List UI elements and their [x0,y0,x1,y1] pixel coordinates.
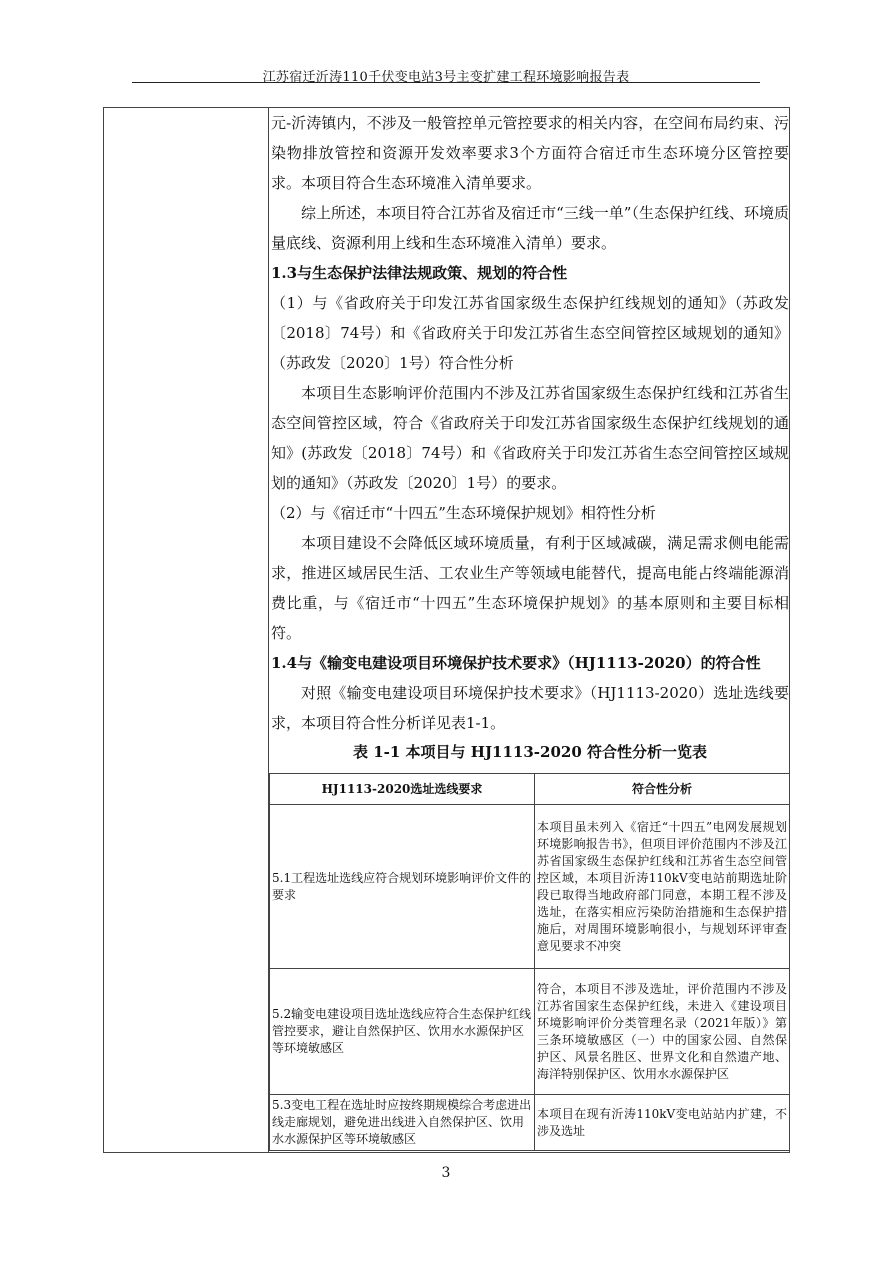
table-cell-requirement: 5.2输变电建设项目选址选线应符合生态保护红线管控要求，避让自然保护区、饮用水水源保护区等环境敏感区 [270,969,535,1095]
table-cell-requirement: 5.1工程选址选线应符合规划环境影响评价文件的要求 [270,805,535,969]
table-header-requirement: HJ1113-2020选址选线要求 [270,774,535,805]
table-cell-analysis: 本项目虽未列入《宿迁“十四五”电网发展规划环境影响报告书》，但项目评价范围内不涉及江苏省国家级生态保护红线和江苏省生态空间管控区域，本项目沂涛110kV变电站前期选址阶段已取得当地政府部门同意，本期工程不涉及选址，在落实相应污染防治措施和生态保护措施后，对周围环境影响很小，与规划环评审查意见要求不冲突 [535,805,790,969]
header-rule [132,82,760,83]
main-content [271,108,789,766]
table-header-row [270,774,790,805]
paragraph-3: （1）与《省政府关于印发江苏省国家级生态保护红线规划的通知》（苏政发〔2018〕74号）和《省政府关于印发江苏省生态空间管控区域规划的通知》（苏政发〔2020〕1号）符合性分析 [271,294,789,372]
paragraph-4: 本项目生态影响评价范围内不涉及江苏省国家级生态保护红线和江苏省生态空间管控区域，符合《省政府关于印发江苏省国家级生态保护红线规划的通知》(苏政发〔2018〕74号）和《省政府关于印发江苏省生态空间管控区域规划的通知》（苏政发〔2020〕1号）的要求。 [271,384,789,492]
page-number: 3 [441,1165,451,1181]
table-row [270,1095,790,1151]
table-caption: 表 1-1 本项目与 HJ1113-2020 符合性分析一览表 [353,743,707,761]
table-row [270,969,790,1095]
paragraph-6: 本项目建设不会降低区域环境质量，有利于区域减碳，满足需求侧电能需求，推进区域居民生活、工农业生产等领域电能替代，提高电能占终端能源消费比重，与《宿迁市“十四五”生态环境保护规划》的基本原则和主要目标相符。 [271,534,789,642]
table-cell-requirement: 5.3变电工程在选址时应按终期规模综合考虑进出线走廊规划，避免进出线进入自然保护区、饮用水水源保护区等环境敏感区 [270,1095,535,1151]
section-heading-1-4: 1.4与《输变电建设项目环境保护技术要求》（HJ1113-2020）的符合性 [271,654,761,672]
compliance-table [269,773,790,1151]
table-cell-analysis: 符合，本项目不涉及选址，评价范围内不涉及江苏省国家生态保护红线，未进入《建设项目环境影响评价分类管理名录（2021年版）》第三条环境敏感区（一）中的国家公园、自然保护区、风景名胜区、世界文化和自然遗产地、海洋特别保护区、饮用水水源保护区 [535,969,790,1095]
paragraph-1: 元-沂涛镇内，不涉及一般管控单元管控要求的相关内容，在空间布局约束、污染物排放管控和资源开发效率要求3个方面符合宿迁市生态环境分区管控要求。本项目符合生态环境准入清单要求。 [271,114,789,192]
paragraph-5: （2）与《宿迁市“十四五”生态环境保护规划》相符性分析 [271,504,656,522]
paragraph-2: 综上所述，本项目符合江苏省及宿迁市“三线一单”（生态保护红线、环境质量底线、资源利用上线和生态环境准入清单）要求。 [271,204,789,252]
table-row [270,805,790,969]
page-header-title: 江苏宿迁沂涛110千伏变电站3号主变扩建工程环境影响报告表 [262,70,630,85]
paragraph-7: 对照《输变电建设项目环境保护技术要求》（HJ1113-2020）选址选线要求，本项目符合性分析详见表1-1。 [271,684,789,732]
section-heading-1-3: 1.3与生态保护法律法规政策、规划的符合性 [271,264,568,282]
table-cell-analysis: 本项目在现有沂涛110kV变电站站内扩建，不涉及选址 [535,1095,790,1151]
table-header-analysis: 符合性分析 [535,774,790,805]
